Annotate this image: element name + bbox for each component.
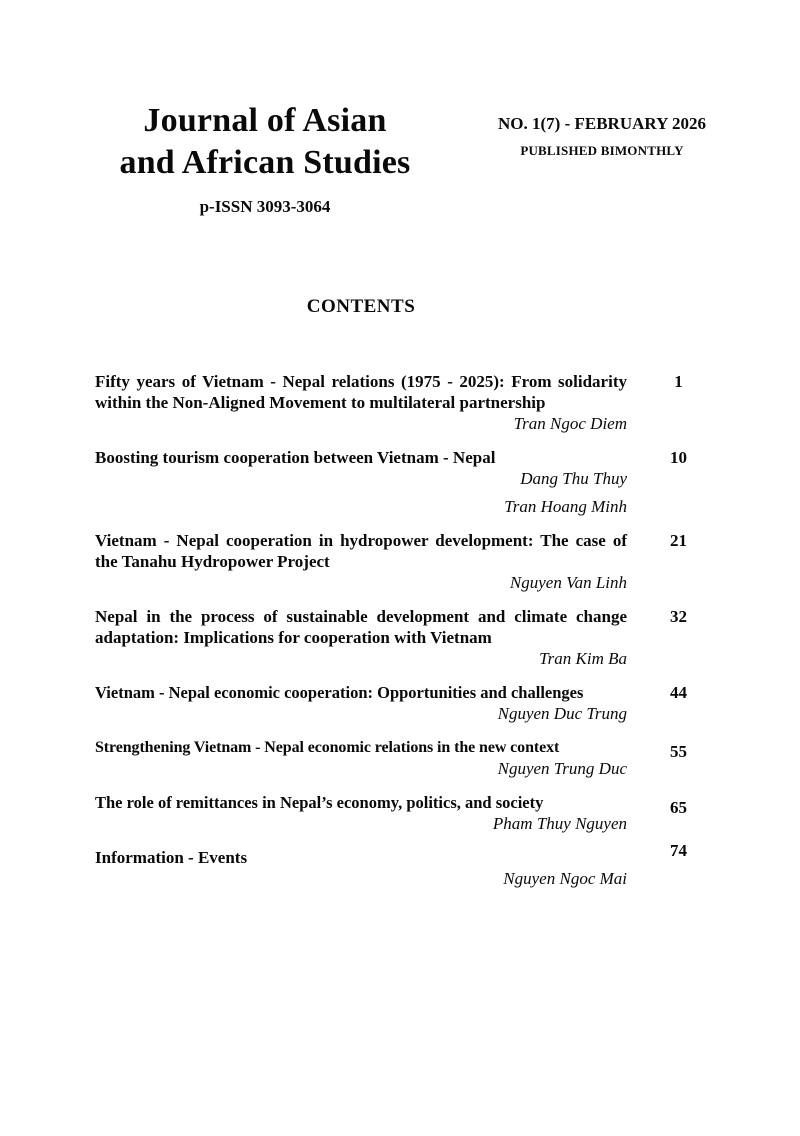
- article-authors: [95, 413, 627, 434]
- article-page-number: 44: [670, 683, 687, 702]
- issue-info: [488, 114, 716, 159]
- toc-entry: [95, 530, 706, 593]
- journal-title-line2: and African Studies: [119, 144, 411, 181]
- article-title: Fifty years of Vietnam - Nepal relations (1975 - 2025): From solidarity within the Non-Aligned Movement to multilateral partnership: [95, 372, 627, 412]
- author-name: Tran Kim Ba: [539, 649, 627, 668]
- article-authors: [95, 868, 627, 889]
- article-page-number: 32: [670, 607, 687, 626]
- toc-entry: [95, 737, 706, 779]
- toc-entry: [95, 606, 706, 669]
- article-page-number: 1: [674, 372, 683, 391]
- toc-entry: [95, 447, 706, 517]
- article-authors: [95, 703, 627, 724]
- author-name: Nguyen Trung Duc: [497, 759, 627, 778]
- author-name: Tran Hoang Minh: [504, 497, 627, 516]
- toc-entry: [95, 682, 706, 724]
- article-title: Strengthening Vietnam - Nepal economic relations in the new context: [95, 739, 560, 756]
- article-title: Information - Events: [95, 848, 248, 867]
- journal-masthead: [85, 100, 445, 217]
- article-authors: [95, 648, 627, 669]
- article-authors: [95, 572, 627, 593]
- issue-number: NO. 1(7) - FEBRUARY 2026: [498, 114, 706, 133]
- journal-title-line1: Journal of Asian: [143, 102, 387, 139]
- author-name: Pham Thuy Nguyen: [492, 814, 627, 833]
- toc-entry: [95, 841, 706, 889]
- article-title: Boosting tourism cooperation between Vietnam - Nepal: [95, 448, 496, 467]
- toc-entry: [95, 792, 706, 834]
- article-page-number: 21: [670, 531, 687, 550]
- article-page-number: 10: [670, 448, 687, 467]
- article-title: Nepal in the process of sustainable development and climate change adaptation: Implications for cooperation with Vietnam: [95, 607, 627, 647]
- article-title: Vietnam - Nepal cooperation in hydropower development: The case of the Tanahu Hydropower Project: [95, 531, 627, 571]
- toc-entry: [95, 371, 706, 434]
- journal-issn: p-ISSN 3093-3064: [199, 197, 331, 216]
- article-page-number: 74: [670, 841, 687, 860]
- author-name: Tran Ngoc Diem: [513, 414, 627, 433]
- author-name: Nguyen Van Linh: [509, 573, 627, 592]
- author-name: Nguyen Duc Trung: [497, 704, 627, 723]
- article-page-number: 65: [670, 798, 687, 817]
- publication-frequency: PUBLISHED BIMONTHLY: [520, 143, 684, 158]
- author-name: Nguyen Ngoc Mai: [503, 869, 627, 888]
- contents-heading: CONTENTS: [306, 296, 416, 317]
- article-page-number: 55: [670, 742, 687, 761]
- article-authors: [95, 813, 627, 834]
- author-name: Dang Thu Thuy: [520, 469, 627, 488]
- article-title: The role of remittances in Nepal’s economy, politics, and society: [95, 793, 544, 812]
- article-authors: [95, 468, 627, 517]
- journal-title: [85, 100, 445, 184]
- table-of-contents: [95, 371, 706, 902]
- article-authors: [95, 758, 627, 779]
- article-title: Vietnam - Nepal economic cooperation: Opportunities and challenges: [95, 683, 584, 702]
